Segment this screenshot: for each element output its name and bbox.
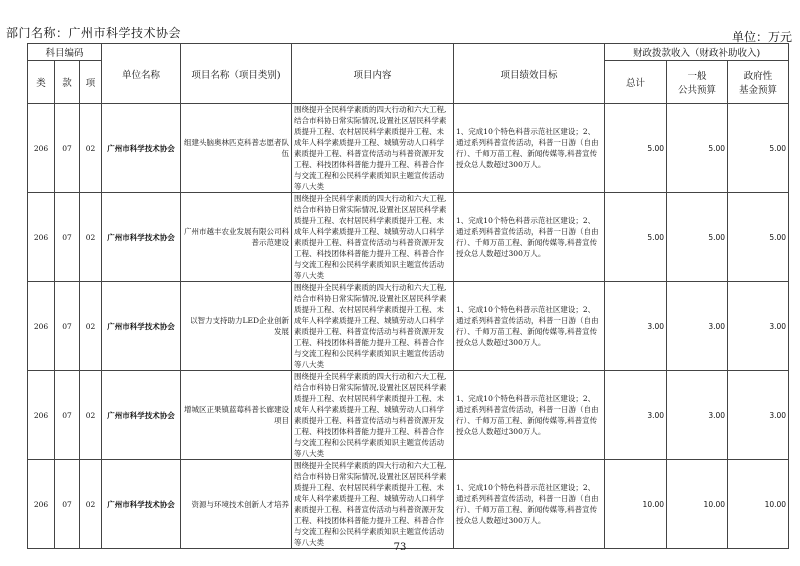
header-kuan: 款 [55,61,80,104]
cell-xiang: 02 [80,460,102,549]
cell-total: 3.00 [605,371,667,460]
cell-lei: 206 [28,193,55,282]
cell-lei: 206 [28,371,55,460]
header-gov-fund: 政府性 基金预算 [728,61,789,104]
header-project-name: 项目名称（项目类别) [181,44,292,104]
cell-goal: 1、完成10个特色科普示范社区建设；2、通过系列科普宣传活动，科普一日游（自由行）、千师万苗工程、新闻传媒等,科普宣传授众总人数超过300万人。 [454,282,605,371]
header-fiscal-group: 财政拨款收入（财政补助收入) [605,44,789,61]
cell-general-budget: 10.00 [667,460,728,549]
header-unit-name: 单位名称 [102,44,181,104]
cell-project: 组建头脑奥林匹克科普志愿者队伍 [181,104,292,193]
table-row [28,371,789,460]
cell-gov-fund: 10.00 [728,460,789,549]
department-name: 部门名称：广州市科学技术协会 [6,26,182,40]
cell-content: 围绕提升全民科学素质的四大行动和六大工程,结合市科协日常实际情况,设置社区居民科学素质提升工程、农村居民科学素质提升工程、未成年人科学素质提升工程、城镇劳动人口科学素质提升工程、科普宣传活动与科普资源开发工程、科技团体科普能力提升工程、科普合作与交流工程和公民科学素质知识主题宣传活动等八大类 [292,282,454,371]
cell-content: 围绕提升全民科学素质的四大行动和六大工程,结合市科协日常实际情况,设置社区居民科学素质提升工程、农村居民科学素质提升工程、未成年人科学素质提升工程、城镇劳动人口科学素质提升工程、科普宣传活动与科普资源开发工程、科技团体科普能力提升工程、科普合作与交流工程和公民科学素质知识主题宣传活动等八大类 [292,104,454,193]
cell-goal: 1、完成10个特色科普示范社区建设；2、通过系列科普宣传活动，科普一日游（自由行）、千师万苗工程、新闻传媒等,科普宣传授众总人数超过300万人。 [454,104,605,193]
cell-xiang: 02 [80,193,102,282]
cell-lei: 206 [28,460,55,549]
cell-lei: 206 [28,282,55,371]
header-general-budget: 一般 公共预算 [667,61,728,104]
cell-kuan: 07 [55,282,80,371]
unit-label: 单位：万元 [731,30,792,44]
cell-total: 5.00 [605,193,667,282]
cell-kuan: 07 [55,371,80,460]
cell-goal: 1、完成10个特色科普示范社区建设；2、通过系列科普宣传活动，科普一日游（自由行）、千师万苗工程、新闻传媒等,科普宣传授众总人数超过300万人。 [454,371,605,460]
header-project-goal: 项目绩效目标 [454,44,605,104]
cell-content: 围绕提升全民科学素质的四大行动和六大工程,结合市科协日常实际情况,设置社区居民科学素质提升工程、农村居民科学素质提升工程、未成年人科学素质提升工程、城镇劳动人口科学素质提升工程、科普宣传活动与科普资源开发工程、科技团体科普能力提升工程、科普合作与交流工程和公民科学素质知识主题宣传活动等八大类 [292,193,454,282]
cell-general-budget: 3.00 [667,371,728,460]
cell-goal: 1、完成10个特色科普示范社区建设；2、通过系列科普宣传活动，科普一日游（自由行）、千师万苗工程、新闻传媒等,科普宣传授众总人数超过300万人。 [454,460,605,549]
cell-goal: 1、完成10个特色科普示范社区建设；2、通过系列科普宣传活动，科普一日游（自由行）、千师万苗工程、新闻传媒等,科普宣传授众总人数超过300万人。 [454,193,605,282]
cell-project: 广州市越丰农业发展有限公司科普示范建设 [181,193,292,282]
cell-content: 围绕提升全民科学素质的四大行动和六大工程,结合市科协日常实际情况,设置社区居民科学素质提升工程、农村居民科学素质提升工程、未成年人科学素质提升工程、城镇劳动人口科学素质提升工程、科普宣传活动与科普资源开发工程、科技团体科普能力提升工程、科普合作与交流工程和公民科学素质知识主题宣传活动等八大类 [292,371,454,460]
cell-general-budget: 3.00 [667,282,728,371]
cell-lei: 206 [28,104,55,193]
header-project-content: 项目内容 [292,44,454,104]
cell-content: 围绕提升全民科学素质的四大行动和六大工程,结合市科协日常实际情况,设置社区居民科学素质提升工程、农村居民科学素质提升工程、未成年人科学素质提升工程、城镇劳动人口科学素质提升工程、科普宣传活动与科普资源开发工程、科技团体科普能力提升工程、科普合作与交流工程和公民科学素质知识主题宣传活动等八大类 [292,460,454,549]
cell-project: 增城区正果镇蓝莓科普长廊建设项目 [181,371,292,460]
cell-project: 以智力支持助力LED企业创新发展 [181,282,292,371]
page-number: 73 [393,542,407,553]
table-row [28,193,789,282]
cell-general-budget: 5.00 [667,104,728,193]
header-total: 总计 [605,61,667,104]
cell-gov-fund: 5.00 [728,193,789,282]
table-row [28,460,789,549]
cell-gov-fund: 5.00 [728,104,789,193]
cell-gov-fund: 3.00 [728,371,789,460]
cell-project: 资源与环境技术创新人才培养 [181,460,292,549]
cell-xiang: 02 [80,282,102,371]
cell-unit: 广州市科学技术协会 [102,193,181,282]
cell-unit: 广州市科学技术协会 [102,282,181,371]
cell-gov-fund: 3.00 [728,282,789,371]
cell-unit: 广州市科学技术协会 [102,460,181,549]
header-code-group: 科目编码 [28,44,102,61]
header-xiang: 项 [80,61,102,104]
cell-unit: 广州市科学技术协会 [102,371,181,460]
cell-total: 5.00 [605,104,667,193]
cell-xiang: 02 [80,104,102,193]
cell-total: 3.00 [605,282,667,371]
table-row [28,282,789,371]
cell-total: 10.00 [605,460,667,549]
cell-unit: 广州市科学技术协会 [102,104,181,193]
cell-kuan: 07 [55,193,80,282]
project-table [27,43,789,549]
cell-xiang: 02 [80,371,102,460]
cell-kuan: 07 [55,460,80,549]
cell-general-budget: 5.00 [667,193,728,282]
cell-kuan: 07 [55,104,80,193]
table-row [28,104,789,193]
header-lei: 类 [28,61,55,104]
